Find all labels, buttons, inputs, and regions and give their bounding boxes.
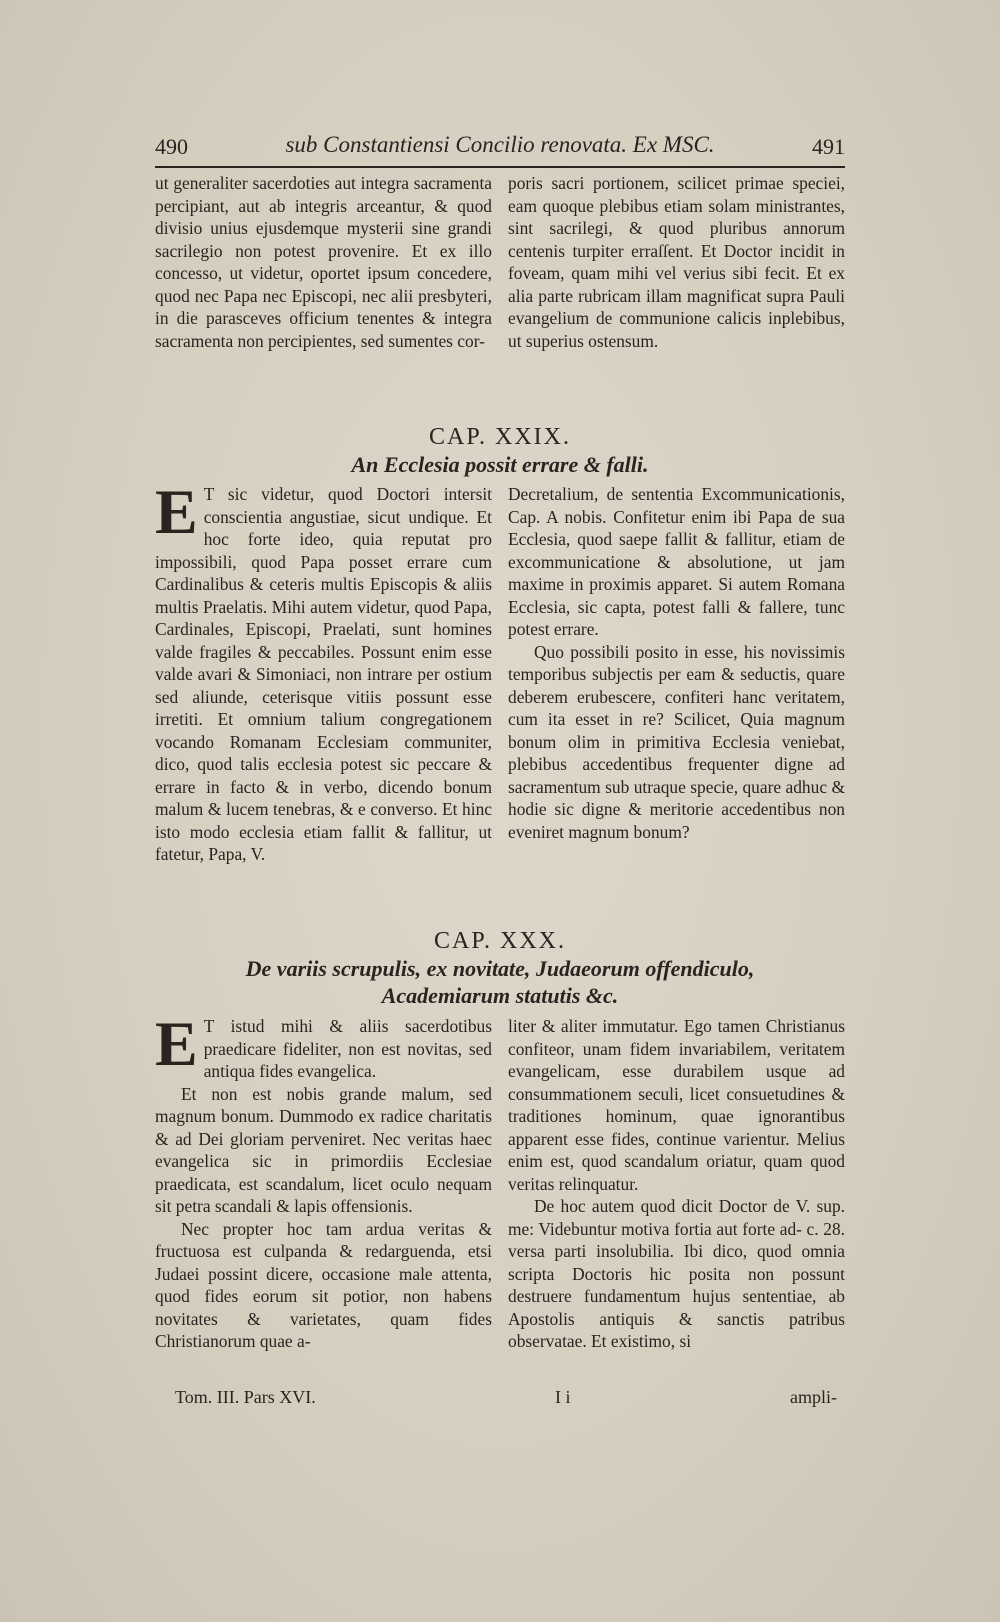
chapter-30-heading: [155, 927, 845, 1009]
chapter-subtitle: An Ecclesia possit errare & falli.: [351, 452, 649, 477]
chapter-title: CAP. XXX.: [433, 928, 567, 954]
paragraph: T sic videtur, quod Doctori intersit conscientia angustiae, sicut undique. Et hoc forte ideo, quia reputat pro impossibili, quod Papa posset errare cum Cardinalibus & ceteris multis Episcopis & aliis multis Praelatis. Mihi autem videtur, quod Papa, Cardinales, Episcopi, Praelati, sunt homines valde fragiles & peccabiles. Possunt enim esse valde avari & Simoniaci, non intrare per ostium sed aliunde, ceterisque vitiis possunt esse irretiti. Et omnium talium congregationem vocando Romanam Ecclesiam communiter, dico, quod talis ecclesia potest sic peccare & errare in facto & in verbo, dicendo bonum malum & lucem tenebras, & e converso. Et hinc isto modo ecclesia etiam fallit & fallitur, ut fatetur, Papa, V.: [155, 484, 492, 864]
paragraph: De hoc autem quod dicit Doctor de V. sup. me: Videbuntur motiva fortia aut forte ad- c. 28. versa parti insolubilia. Ibi dico, quod omnia scripta Doctoris hic posita non possunt destruere fundamentum hujus sententiae, ab Apostolis antiquis & sanctis patribus observatae. Et existimo, si: [508, 1196, 845, 1351]
paragraph: liter & aliter immutatur. Ego tamen Christianus confiteor, unam fidem invariabilem, veritatem evangelicam, esse durabilem usque ad consummationem seculi, licet consuetudines & traditiones hominum, quae ignorantibus apparent esse fides, continue varientur. Melius enim est, quod scandalum oriatur, quam quod veritas relinquatur.: [508, 1016, 845, 1194]
running-title: sub Constantiensi Concilio renovata. Ex MSC.: [285, 132, 715, 157]
paragraph: poris sacri portionem, scilicet primae speciei, eam quoque plebibus etiam solam ministrantes, sint sacrilegi, & quod pluribus annorum centenis turpiter erraſſent. Et Doctor incidit in foveam, quam mihi vel verius sibi fecit. Et ex alia parte rubricam illam magnificat supra Pauli evangelium de communione calicis inplebibus, ut superius ostensum.: [508, 173, 845, 351]
left-column: [155, 476, 492, 866]
right-column: [508, 172, 845, 352]
gathering-mark: I i: [555, 1387, 571, 1407]
paragraph: Quo possibili posito in esse, his novissimis temporibus subjectis per eam & seductis, quare deberem erubescere, confiteri hanc veritatem, cum ita esset in re? Scilicet, Quia magnum bonum olim in primitiva Ecclesia veniebat, plebibus accedentibus frequenter digne ad sacramentum sub utraque specie, quare adhuc & hodie sic digne & meritorie accedentibus non eveniret magnum bonum?: [508, 641, 845, 842]
continued-text: [155, 172, 845, 352]
paragraph: ut generaliter sacerdoties aut integra sacramenta percipiant, aut ab integris arceantur, & quod divisio unius ejusdemque mysterii sine grandi sacrilegio non potest provenire. Et ex illo concesso, ut videtur, oportet ipsum concedere, quod nec Papa nec Episcopi, nec alii presbyteri, in die parasceves officium tenentes & integra sacramenta non percipientes, sed sumentes cor-: [155, 173, 492, 351]
drop-cap: E: [155, 1008, 198, 1079]
paragraph: Nec propter hoc tam ardua veritas & fructuosa est culpanda & redarguenda, etsi Judaei possint dicere, occasione male attenta, quod fides eorum sit potior, non habens novitates & varietates, quam fides Christianorum quae a-: [155, 1218, 492, 1351]
chapter-30-body: [155, 1008, 845, 1353]
chapter-subtitle: Academiarum statutis &c.: [381, 983, 619, 1008]
volume-signature: Tom. III. Pars XVI.: [175, 1387, 316, 1407]
drop-cap: E: [155, 476, 198, 547]
left-column: [155, 1008, 492, 1353]
chapter-29-heading: [155, 423, 845, 478]
paragraph: Decretalium, de sententia Excommunicationis, Cap. A nobis. Confitetur enim ibi Papa de sua Ecclesia, quod saepe fallit & fallitur, etiam de excommunicatione & absolutione, ut jam maxime in proximis apparet. Si autem Romana Ecclesia, sic capta, potest falli & fallere, tunc potest errare.: [508, 484, 845, 639]
right-column: [508, 1015, 845, 1353]
left-column: [155, 172, 492, 352]
chapter-subtitle: De variis scrupulis, ex novitate, Judaeorum offendiculo,: [245, 956, 755, 981]
right-column: [508, 483, 845, 866]
paragraph: Et non est nobis grande malum, sed magnum bonum. Dummodo ex radice charitatis & ad Dei gloriam perveniret. Nec veritas haec evangelica sic in primordiis Ecclesiae praedicata, est scandalum, licet oculo nequam sit petra scandali & lapis offensionis.: [155, 1083, 492, 1216]
chapter-title: CAP. XXIX.: [428, 424, 571, 450]
header-rule: [155, 166, 845, 168]
page-footer: [155, 1387, 845, 1411]
page-header: [155, 132, 845, 162]
catchword: ampli-: [790, 1387, 837, 1407]
page-number-left: 490: [155, 134, 188, 159]
chapter-29-body: [155, 476, 845, 866]
page-number-right: 491: [812, 134, 845, 159]
paragraph: T istud mihi & aliis sacerdotibus praedicare fideliter, non est novitas, sed antiqua fides evangelica.: [203, 1016, 492, 1081]
